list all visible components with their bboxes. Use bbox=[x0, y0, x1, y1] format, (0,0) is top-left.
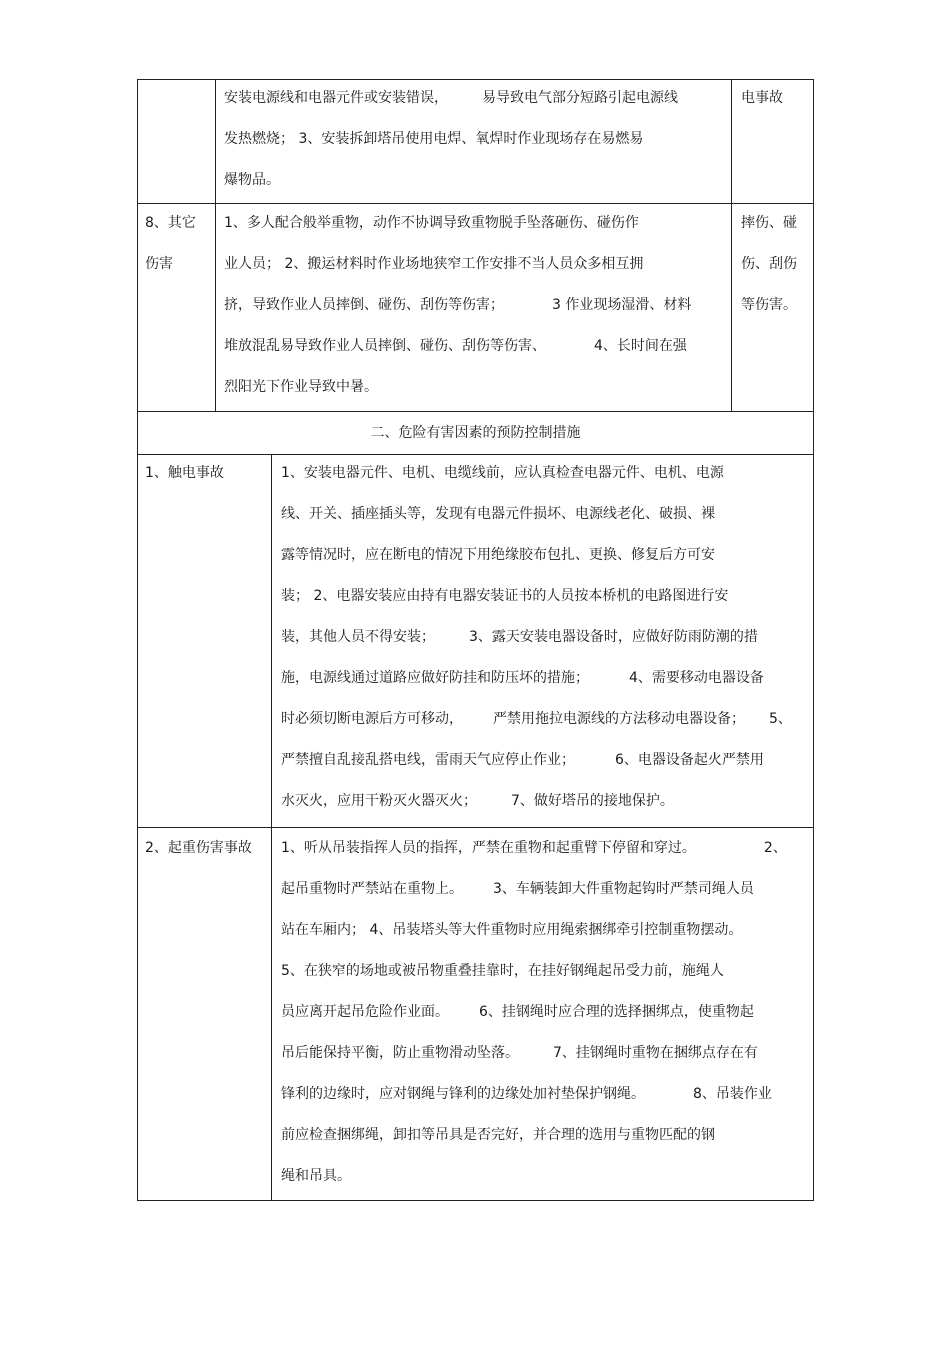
measure-label-cell bbox=[145, 828, 269, 869]
text-line: 前应检查捆绑绳，卸扣等吊具是否完好，并合理的选用与重物匹配的钢 bbox=[281, 1127, 715, 1143]
hazard-result-cell bbox=[741, 203, 811, 326]
text-line: 装； 2、电器安装应由持有电器安装证书的人员按本桥机的电路图进行安 bbox=[281, 588, 729, 604]
text-line: 业人员； 2、搬运材料时作业场地狭窄工作安排不当人员众多相互拥 bbox=[224, 256, 644, 272]
hazard-table-divider bbox=[731, 79, 732, 412]
text-line: 站在车厢内； 4、吊装塔头等大件重物时应用绳索捆绑牵引控制重物摆动。 bbox=[281, 922, 743, 938]
measure-label-cell bbox=[145, 453, 265, 494]
text-line: 露等情况时，应在断电的情况下用绝缘胶布包扎、更换、修复后方可安 bbox=[281, 547, 715, 563]
text-line: 5、在狭窄的场地或被吊物重叠挂靠时，在挂好钢绳起吊受力前，施绳人 bbox=[281, 963, 724, 979]
measure-desc-cell bbox=[281, 453, 811, 822]
text-line: 1、听从吊装指挥人员的指挥，严禁在重物和起重臂下停留和穿过。 2、 bbox=[281, 840, 787, 856]
text-line: 烈阳光下作业导致中暑。 bbox=[224, 379, 378, 395]
text-line: 摔伤、碰 bbox=[741, 215, 797, 231]
section-title: 二、危险有害因素的预防控制措施 bbox=[370, 425, 581, 441]
hazard-result-cell bbox=[741, 78, 811, 119]
text-line: 1、触电事故 bbox=[145, 465, 224, 481]
text-line: 时必须切断电源后方可移动， 严禁用拖拉电源线的方法移动电器设备； 5、 bbox=[281, 711, 792, 727]
hazard-table-divider bbox=[215, 79, 216, 412]
text-line: 安装电源线和电器元件或安装错误， 易导致电气部分短路引起电源线 bbox=[224, 90, 678, 106]
text-line: 挤，导致作业人员摔倒、碰伤、刮伤等伤害； 3 作业现场湿滑、材料 bbox=[224, 297, 692, 313]
text-line: 堆放混乱易导致作业人员摔倒、碰伤、刮伤等伤害、 4、长时间在强 bbox=[224, 338, 687, 354]
text-line: 伤害 bbox=[145, 256, 173, 272]
text-line: 1、安装电器元件、电机、电缆线前，应认真检查电器元件、电机、电源 bbox=[281, 465, 724, 481]
hazard-desc-cell bbox=[224, 203, 724, 408]
text-line: 电事故 bbox=[741, 90, 783, 106]
hazard-category-cell bbox=[145, 203, 213, 285]
text-line: 水灭火，应用干粉灭火器灭火； 7、做好塔吊的接地保护。 bbox=[281, 793, 674, 809]
text-line: 施，电源线通过道路应做好防挂和防压坏的措施； 4、需要移动电器设备 bbox=[281, 670, 764, 686]
text-line: 爆物品。 bbox=[224, 172, 280, 188]
text-line: 起吊重物时严禁站在重物上。 3、车辆装卸大件重物起钩时严禁司绳人员 bbox=[281, 881, 754, 897]
text-line: 装，其他人员不得安装； 3、露天安装电器设备时，应做好防雨防潮的措 bbox=[281, 629, 758, 645]
text-line: 8、其它 bbox=[145, 215, 196, 231]
text-line: 等伤害。 bbox=[741, 297, 797, 313]
hazard-desc-cell bbox=[224, 78, 724, 201]
text-line: 绳和吊具。 bbox=[281, 1168, 351, 1184]
text-line: 员应离开起吊危险作业面。 6、挂钢绳时应合理的选择捆绑点，使重物起 bbox=[281, 1004, 754, 1020]
text-line: 1、多人配合般举重物，动作不协调导致重物脱手坠落砸伤、碰伤作 bbox=[224, 215, 639, 231]
text-line: 线、开关、插座插头等，发现有电器元件损坏、电源线老化、破损、裸 bbox=[281, 506, 715, 522]
text-line: 2、起重伤害事故 bbox=[145, 840, 252, 856]
text-line: 吊后能保持平衡，防止重物滑动坠落。 7、挂钢绳时重物在捆绑点存在有 bbox=[281, 1045, 758, 1061]
text-line: 严禁擅自乱接乱搭电线，雷雨天气应停止作业； 6、电器设备起火严禁用 bbox=[281, 752, 764, 768]
text-line: 伤、刮伤 bbox=[741, 256, 797, 272]
text-line: 发热燃烧； 3、安装拆卸塔吊使用电焊、氧焊时作业现场存在易燃易 bbox=[224, 131, 644, 147]
measure-desc-cell bbox=[281, 828, 811, 1197]
text-line: 锋利的边缘时，应对钢绳与锋利的边缘处加衬垫保护钢绳。 8、吊装作业 bbox=[281, 1086, 772, 1102]
